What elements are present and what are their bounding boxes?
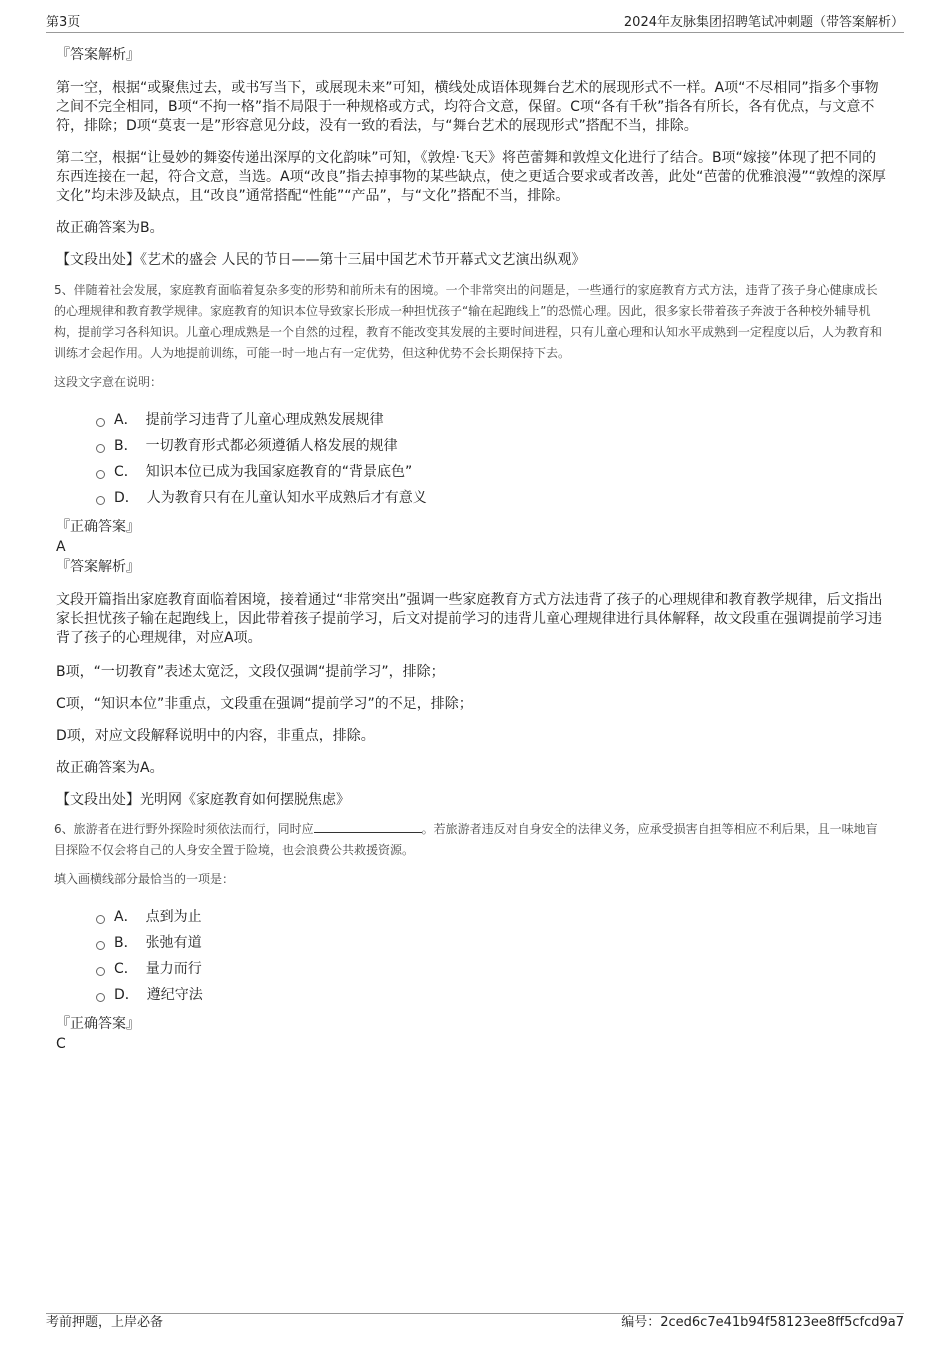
q6-option-c[interactable]: C． 量力而行 (96, 956, 886, 982)
page-number: 第3页 (46, 15, 81, 30)
radio-icon[interactable] (96, 993, 105, 1002)
document-id: 编号：2ced6c7e41b94f58123ee8ff5cfcd9a7 (621, 1315, 904, 1330)
q5-analysis-3: C项，“知识本位”非重点，文段重在强调“提前学习”的不足，排除； (56, 696, 473, 712)
q5-option-a[interactable]: A． 提前学习违背了儿童心理成熟发展规律 (96, 407, 886, 433)
document-title: 2024年友脉集团招聘笔试冲刺题（带答案解析） (623, 15, 904, 30)
q6-option-d[interactable]: D． 遵纪守法 (96, 982, 886, 1008)
radio-icon[interactable] (96, 418, 105, 427)
page-content (56, 45, 886, 1054)
q5-option-b[interactable]: B． 一切教育形式都必须遵循人格发展的规律 (96, 433, 886, 459)
q6-answer-label: 『正确答案』 (56, 1016, 140, 1032)
q5-options (96, 407, 886, 511)
radio-icon[interactable] (96, 967, 105, 976)
q4-conclusion: 故正确答案为B。 (56, 220, 164, 236)
q5-analysis-2: B项，“一切教育”表述太宽泛，文段仅强调“提前学习”，排除； (56, 664, 445, 680)
radio-icon[interactable] (96, 470, 105, 479)
q5-question-text: 5、伴随着社会发展，家庭教育面临着复杂多变的形势和前所未有的困境。一个非常突出的问题是，一些通行的家庭教育方式方法，违背了孩子身心健康成长的心理规律和教育教学规律。家庭教育的知识本位导致家长形成一种担忧孩子“输在起跑线上”的恐慌心理。因此，很多家长带着孩子奔波于各种校外辅导机构，提前学习各科知识。儿童心理成熟是一个自然的过程，教育不能改变其发展的主要时间进程，只有儿童心理和认知水平成熟到一定程度以后，人为教育和训练才会起作用。人为地提前训练，可能一时一地占有一定优势，但这种优势不会长期保持下去。 (54, 283, 883, 360)
q5-conclusion: 故正确答案为A。 (56, 760, 164, 776)
page-footer (46, 1313, 904, 1330)
q4-analysis-para2: 第二空，根据“让曼妙的舞姿传递出深厚的文化韵味”可知，《敦煌·飞天》将芭蕾舞和敦煌文化进行了结合。B项“嫁接”体现了把不同的东西连接在一起，符合文意，当选。A项“改良”指去掉事物的某些缺点，使之更适合要求或者改善，此处“芭蕾的优雅浪漫”“敦煌的深厚文化”均未涉及缺点，且“改良”通常搭配“性能”“产品”，与“文化”搭配不当，排除。 (56, 150, 886, 204)
radio-icon[interactable] (96, 496, 105, 505)
q5-analysis-1: 文段开篇指出家庭教育面临着困境，接着通过“非常突出”强调一些家庭教育方式方法违背了孩子的心理规律和教育教学规律，后文指出家长担忧孩子输在起跑线上，因此带着孩子提前学习，后文对提前学习的违背儿童心理规律进行具体解释，故文段重在强调提前学习违背了孩子的心理规律，对应A项。 (56, 592, 883, 646)
q6-option-a[interactable]: A． 点到为止 (96, 904, 886, 930)
q6-question-text: 6、旅游者在进行野外探险时须依法而行，同时应 。若旅游者违反对自身安全的法律义务，应承受损害自担等相应不利后果，且一味地盲目探险不仅会将自己的人身安全置于险境，也会浪费公共救援资源。 (54, 822, 878, 857)
q5-answer-label: 『正确答案』 (56, 519, 140, 535)
q4-analysis-label: 『答案解析』 (56, 47, 140, 63)
answer-blank (314, 820, 422, 833)
footer-slogan: 考前押题，上岸必备 (46, 1315, 164, 1330)
q5-prompt: 这段文字意在说明： (54, 375, 163, 389)
q6-prompt: 填入画横线部分最恰当的一项是： (54, 872, 235, 886)
q5-answer: A (56, 539, 66, 555)
q5-analysis-label: 『答案解析』 (56, 559, 140, 575)
q5-source: 【文段出处】光明网《家庭教育如何摆脱焦虑》 (56, 792, 350, 808)
q5-option-d[interactable]: D． 人为教育只有在儿童认知水平成熟后才有意义 (96, 485, 886, 511)
q5-option-c[interactable]: C． 知识本位已成为我国家庭教育的“背景底色” (96, 459, 886, 485)
q6-option-b[interactable]: B． 张弛有道 (96, 930, 886, 956)
radio-icon[interactable] (96, 915, 105, 924)
q6-answer: C (56, 1036, 66, 1052)
page-header (46, 12, 904, 33)
radio-icon[interactable] (96, 444, 105, 453)
q6-options (96, 904, 886, 1008)
q4-source: 【文段出处】《艺术的盛会 人民的节日——第十三届中国艺术节开幕式文艺演出纵观》 (56, 252, 586, 268)
q5-analysis-4: D项，对应文段解释说明中的内容，非重点，排除。 (56, 728, 375, 744)
q4-analysis-para1: 第一空，根据“或聚焦过去，或书写当下，或展现未来”可知，横线处成语体现舞台艺术的展现形式不一样。A项“不尽相同”指多个事物之间不完全相同，B项“不拘一格”指不局限于一种规格或方式，均符合文意，保留。C项“各有千秋”指各有所长，各有优点，与文意不符，排除；D项“莫衷一是”形容意见分歧，没有一致的看法，与“舞台艺术的展现形式”搭配不当，排除。 (56, 80, 879, 134)
radio-icon[interactable] (96, 941, 105, 950)
